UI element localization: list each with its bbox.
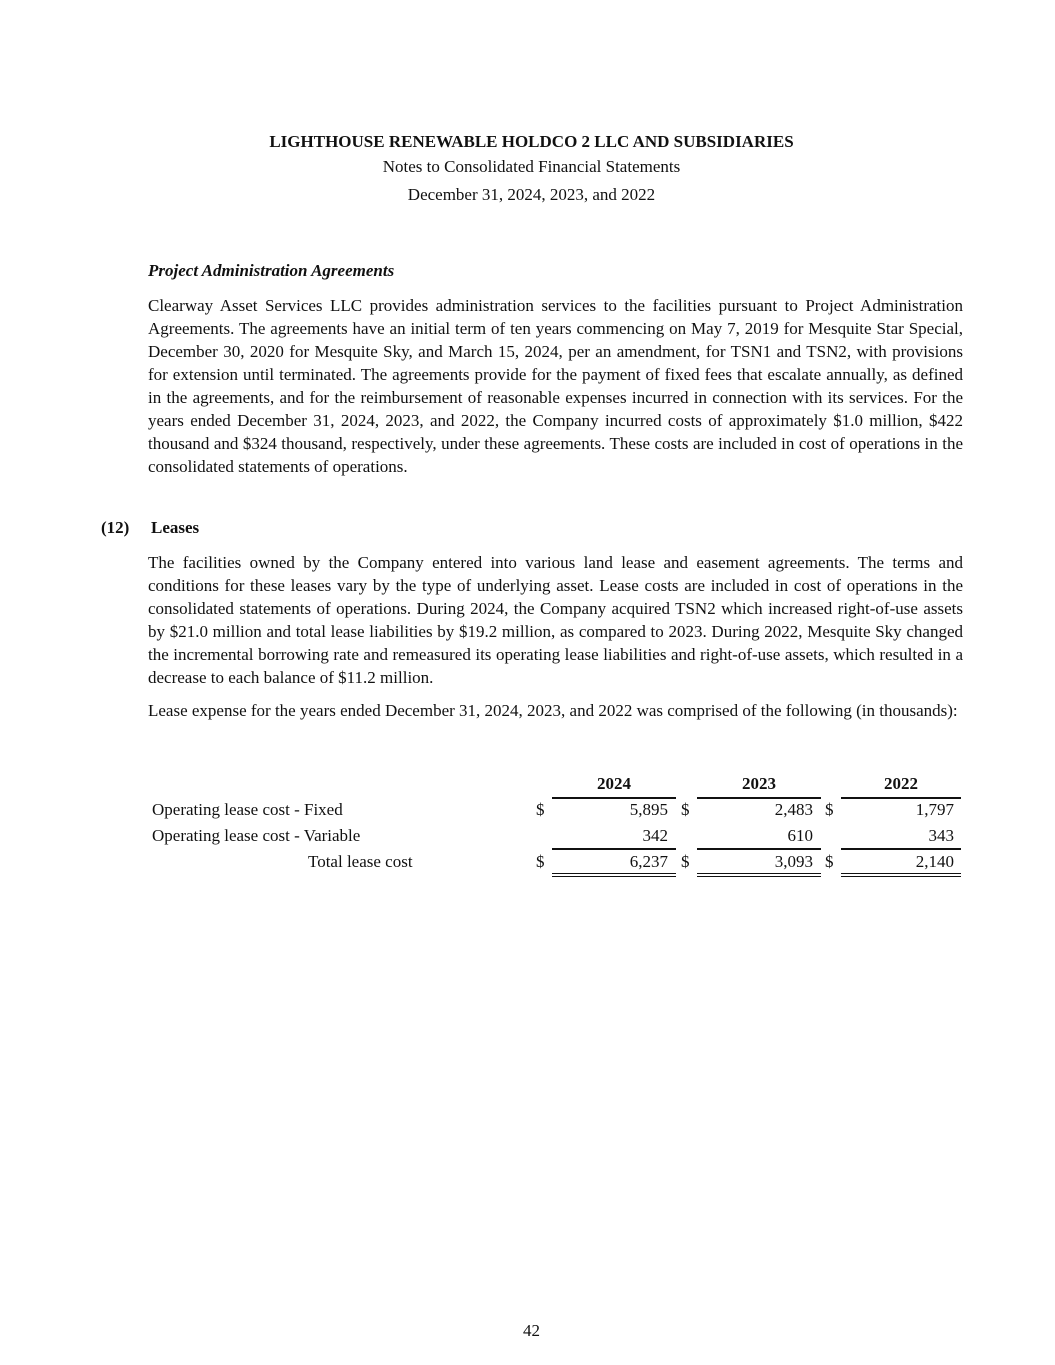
row-label: Operating lease cost - Fixed [152, 800, 343, 819]
project-administration-section [148, 260, 963, 478]
value-2022: 343 [928, 826, 954, 845]
currency-symbol: $ [536, 800, 545, 819]
leases-paragraph-1: The facilities owned by the Company entered into various land lease and easement agreements. The terms and conditions for these leases vary by the type of underlying asset. Lease costs are included in cost of operations in the consolidated statements of operations. During 2024, the Company acquired TSN2 which increased right-of-use assets by $21.0 million and total lease liabilities by $19.2 million, as compared to 2023. During 2022, Mesquite Sky changed the incremental borrowing rate and remeasured its operating lease liabilities and right-of-use assets, which resulted in a decrease to each balance of $11.2 million. [148, 553, 963, 687]
currency-symbol: $ [825, 800, 834, 819]
project-administration-heading: Project Administration Agreements [148, 261, 395, 280]
company-name: LIGHTHOUSE RENEWABLE HOLDCO 2 LLC AND SUBSIDIARIES [269, 132, 794, 151]
currency-symbol: $ [681, 852, 690, 871]
statement-period: December 31, 2024, 2023, and 2022 [407, 185, 656, 204]
column-header-2024: 2024 [597, 774, 631, 793]
lease-expense-table [148, 772, 968, 876]
column-header-2023: 2023 [742, 774, 776, 793]
column-header-2022: 2022 [884, 774, 918, 793]
value-2024: 342 [642, 826, 668, 845]
project-administration-paragraph: Clearway Asset Services LLC provides administration services to the facilities pursuant to Project Administration Agreements. The agreements have an initial term of ten years commencing on May 7, 2019 for Mesquite Star Special, December 30, 2020 for Mesquite Sky, and March 15, 2024, per an amendment, for TSN1 and TSN2, with provisions for extension until terminated. The agreements provide for the payment of fixed fees that escalate annually, as defined in the agreements, and for the reimbursement of reasonable expenses incurred in connection with its services. For the years ended December 31, 2024, 2023, and 2022, the Company incurred costs of approximately $1.0 million, $422 thousand and $324 thousand, respectively, under these agreements. These costs are included in cost of operations in the consolidated statements of operations. [148, 296, 963, 476]
page-number: 42 [523, 1321, 540, 1340]
note-number: (12) [101, 518, 130, 537]
total-2022: 2,140 [915, 852, 954, 871]
total-2024: 6,237 [629, 852, 668, 871]
note-title: Leases [151, 518, 200, 537]
value-2022: 1,797 [915, 800, 954, 819]
leases-paragraph-2: Lease expense for the years ended December 31, 2024, 2023, and 2022 was comprised of the following (in thousands): [148, 701, 958, 720]
statement-title: Notes to Consolidated Financial Statements [382, 157, 681, 176]
total-double-rule-2023 [697, 873, 821, 877]
row-label: Total lease cost [308, 852, 413, 871]
row-label: Operating lease cost - Variable [152, 826, 361, 845]
table-header-row [148, 772, 968, 798]
value-2024: 5,895 [629, 800, 668, 819]
value-2023: 2,483 [774, 800, 813, 819]
total-double-rule-2022 [841, 873, 961, 877]
currency-symbol: $ [536, 852, 545, 871]
currency-symbol: $ [681, 800, 690, 819]
page-header [0, 131, 1055, 209]
note-12-heading [101, 517, 199, 539]
currency-symbol: $ [825, 852, 834, 871]
total-double-rule-2024 [552, 873, 676, 877]
leases-section [148, 551, 963, 722]
total-2023: 3,093 [774, 852, 813, 871]
table-row [148, 798, 968, 824]
table-row [148, 824, 968, 850]
value-2023: 610 [787, 826, 813, 845]
